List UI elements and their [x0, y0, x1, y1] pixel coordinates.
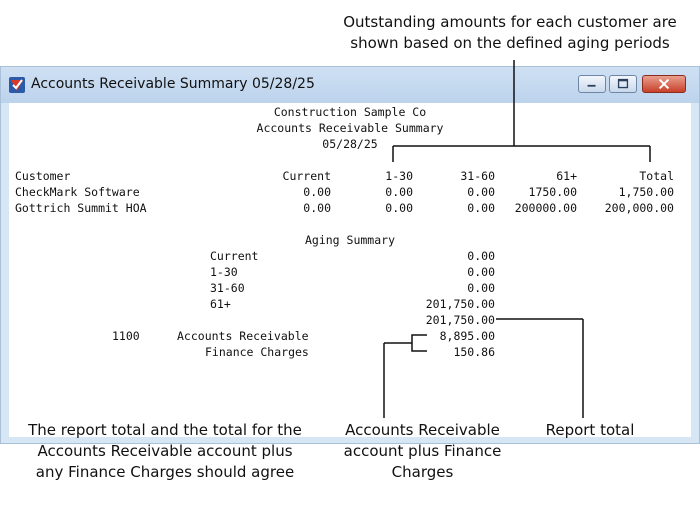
current-value: 0.00 — [303, 185, 331, 199]
maximize-button[interactable] — [609, 75, 637, 93]
value-31-60: 0.00 — [467, 201, 495, 215]
customer-name: Gottrich Summit HOA — [15, 201, 147, 215]
aging-summary-title: Aging Summary — [304, 233, 395, 247]
callout-aging-periods — [310, 12, 700, 54]
finance-charges-value: 150.86 — [453, 345, 495, 359]
col-header-1-30: 1-30 — [385, 169, 413, 183]
aging-total: 201,750.00 — [425, 313, 495, 327]
company-name: Construction Sample Co — [273, 105, 427, 119]
maximize-icon — [610, 76, 636, 92]
value-31-60: 0.00 — [467, 185, 495, 199]
callout-text: Outstanding amounts for each customer are — [343, 13, 677, 31]
checkmark-app-icon — [9, 77, 25, 93]
account-name: Accounts Receivable — [177, 329, 309, 343]
aging-value: 0.00 — [467, 249, 495, 263]
aging-label: 31-60 — [210, 281, 245, 295]
value-61: 200000.00 — [514, 201, 577, 215]
close-icon — [643, 76, 685, 92]
customer-name: CheckMark Software — [15, 185, 140, 199]
account-value: 8,895.00 — [439, 329, 495, 343]
account-number: 1100 — [112, 329, 140, 343]
value-61: 1750.00 — [528, 185, 577, 199]
finance-charges-label: Finance Charges — [205, 345, 309, 359]
callout-report-total — [530, 420, 650, 441]
report-window — [0, 66, 700, 444]
total-value: 200,000.00 — [604, 201, 674, 215]
col-header-61: 61+ — [556, 169, 577, 183]
value-1-30: 0.00 — [385, 185, 413, 199]
current-value: 0.00 — [303, 201, 331, 215]
minimize-icon — [579, 76, 605, 92]
title-bar[interactable] — [1, 67, 699, 103]
col-header-customer: Customer — [15, 169, 71, 183]
window-title: Accounts Receivable Summary 05/28/25 — [31, 76, 315, 92]
aging-value: 0.00 — [467, 281, 495, 295]
col-header-total: Total — [639, 169, 674, 183]
callout-text: any Finance Charges should agree — [35, 463, 295, 481]
report-area[interactable] — [9, 103, 691, 437]
callout-text: Accounts Receivable account plus — [37, 442, 293, 460]
callout-ar-plus-finance — [330, 420, 515, 483]
callout-text: Report total — [545, 421, 635, 439]
value-1-30: 0.00 — [385, 201, 413, 215]
callout-text: account plus Finance — [343, 442, 502, 460]
minimize-button[interactable] — [578, 75, 606, 93]
aging-label: 1-30 — [210, 265, 238, 279]
close-button[interactable] — [642, 75, 686, 93]
callout-text: shown based on the defined aging periods — [350, 34, 670, 52]
col-header-current: Current — [282, 169, 331, 183]
col-header-31-60: 31-60 — [460, 169, 495, 183]
report-date: 05/28/25 — [322, 137, 378, 151]
callout-text: Charges — [391, 463, 454, 481]
aging-label: Current — [210, 249, 259, 263]
callout-text: Accounts Receivable — [345, 421, 500, 439]
report-title: Accounts Receivable Summary — [256, 121, 444, 135]
aging-value: 0.00 — [467, 265, 495, 279]
aging-label: 61+ — [210, 297, 231, 311]
callout-text: The report total and the total for the — [28, 421, 302, 439]
total-value: 1,750.00 — [618, 185, 674, 199]
callout-totals-agree — [10, 420, 320, 483]
aging-value: 201,750.00 — [425, 297, 495, 311]
